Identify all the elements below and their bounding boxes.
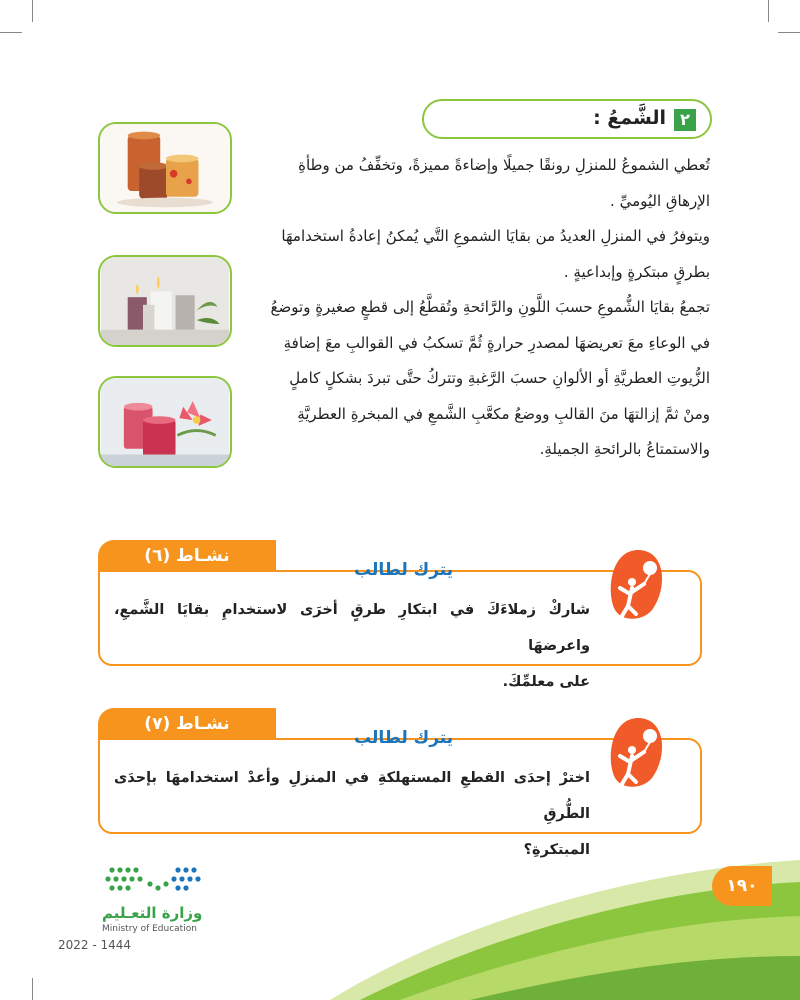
- activity-text: [114, 760, 590, 868]
- activity-person-icon: [606, 716, 670, 792]
- ministry-name-ar: وزارة التعـليم: [102, 904, 203, 922]
- activity-line: المبتكرةِ؟: [523, 842, 590, 858]
- ministry-dots-icon: [102, 862, 212, 902]
- section-heading: [422, 99, 712, 139]
- ministry-name-en: Ministry of Education: [102, 924, 197, 934]
- activity-title: نشـاط (٦): [98, 540, 276, 572]
- section-title: الشَّمعُ :: [593, 107, 666, 129]
- body-line: الإرهاقِ اليُوميِّ .: [610, 191, 710, 210]
- activity-line: على معلمِّكَ.: [502, 674, 590, 690]
- section-number: ٢: [674, 109, 696, 131]
- crop-mark: [0, 32, 22, 33]
- candle-photo-grey: [98, 255, 232, 347]
- activity-card-6: [98, 540, 702, 690]
- body-line: والاستمتاعُ بالرائحةِ الجميلةِ.: [539, 440, 710, 458]
- edition-year: 2022 - 1444: [58, 938, 132, 952]
- activity-label: يترك لطالب: [354, 728, 454, 748]
- ministry-logo: [44, 862, 204, 962]
- crop-mark: [778, 32, 800, 33]
- crop-mark: [768, 0, 769, 22]
- candle-photo-pink: [98, 376, 232, 468]
- body-line: ويتوفرُ في المنزلِ العديدُ من بقايَا الشموعِ التَّي يُمكنُ إعادةُ استخدامهَا: [281, 227, 710, 245]
- candle-photo-orange: [98, 122, 232, 214]
- body-line: في الوعاءِ معَ تعريضهَا لمصدرِ حرارةٍ ثُمَّ تسكبُ في القوالبِ معَ إضافةِ: [283, 333, 710, 352]
- activity-label: يترك لطالب: [354, 560, 454, 580]
- page-number: ١٩٠: [712, 866, 772, 906]
- activity-text: [114, 592, 590, 700]
- activity-card-7: [98, 708, 702, 858]
- activity-title: نشـاط (٧): [98, 708, 276, 740]
- body-line: تُعطي الشموعُ للمنزلِ رونقًا جميلًا وإضاءةً مميزةً، وتخفِّفُ من وطأةِ: [298, 156, 710, 174]
- crop-mark: [32, 0, 33, 22]
- body-line: ومنْ ثمَّ إزالتهَا منَ القالبِ ووضعُ مكعَّبِ الشَّمعِ في المبخرةِ العطريَّةِ: [297, 404, 710, 423]
- activity-person-icon: [606, 548, 670, 624]
- activity-line: اخترْ إحدَى القطعِ المستهلكةِ في المنزلِ وأعدْ استخدامهَا بإحدَى الطُّرقِ: [114, 770, 590, 822]
- activity-line: شاركْ زملاءَكَ في ابتكارِ طرقٍ أخرَى لاستخدامِ بقايَا الشَّمعِ، واعرضهَا: [114, 602, 590, 654]
- body-text: [250, 148, 710, 468]
- body-line: الزُّيوتِ العطريَّةِ أو الألوانِ حسبَ الرَّغبةِ وتتركُ حتَّى تبردَ بشكلٍ كاملٍ: [289, 369, 710, 387]
- body-line: بطرقٍ مبتكرةٍ وإبداعيةٍ .: [563, 262, 710, 281]
- body-line: تجمعُ بقايَا الشُّموعِ حسبَ اللَّونِ والرَّائحةِ وتُقطَّعُ إلى قطعٍ صغيرةٍ وتوضعُ: [270, 298, 710, 316]
